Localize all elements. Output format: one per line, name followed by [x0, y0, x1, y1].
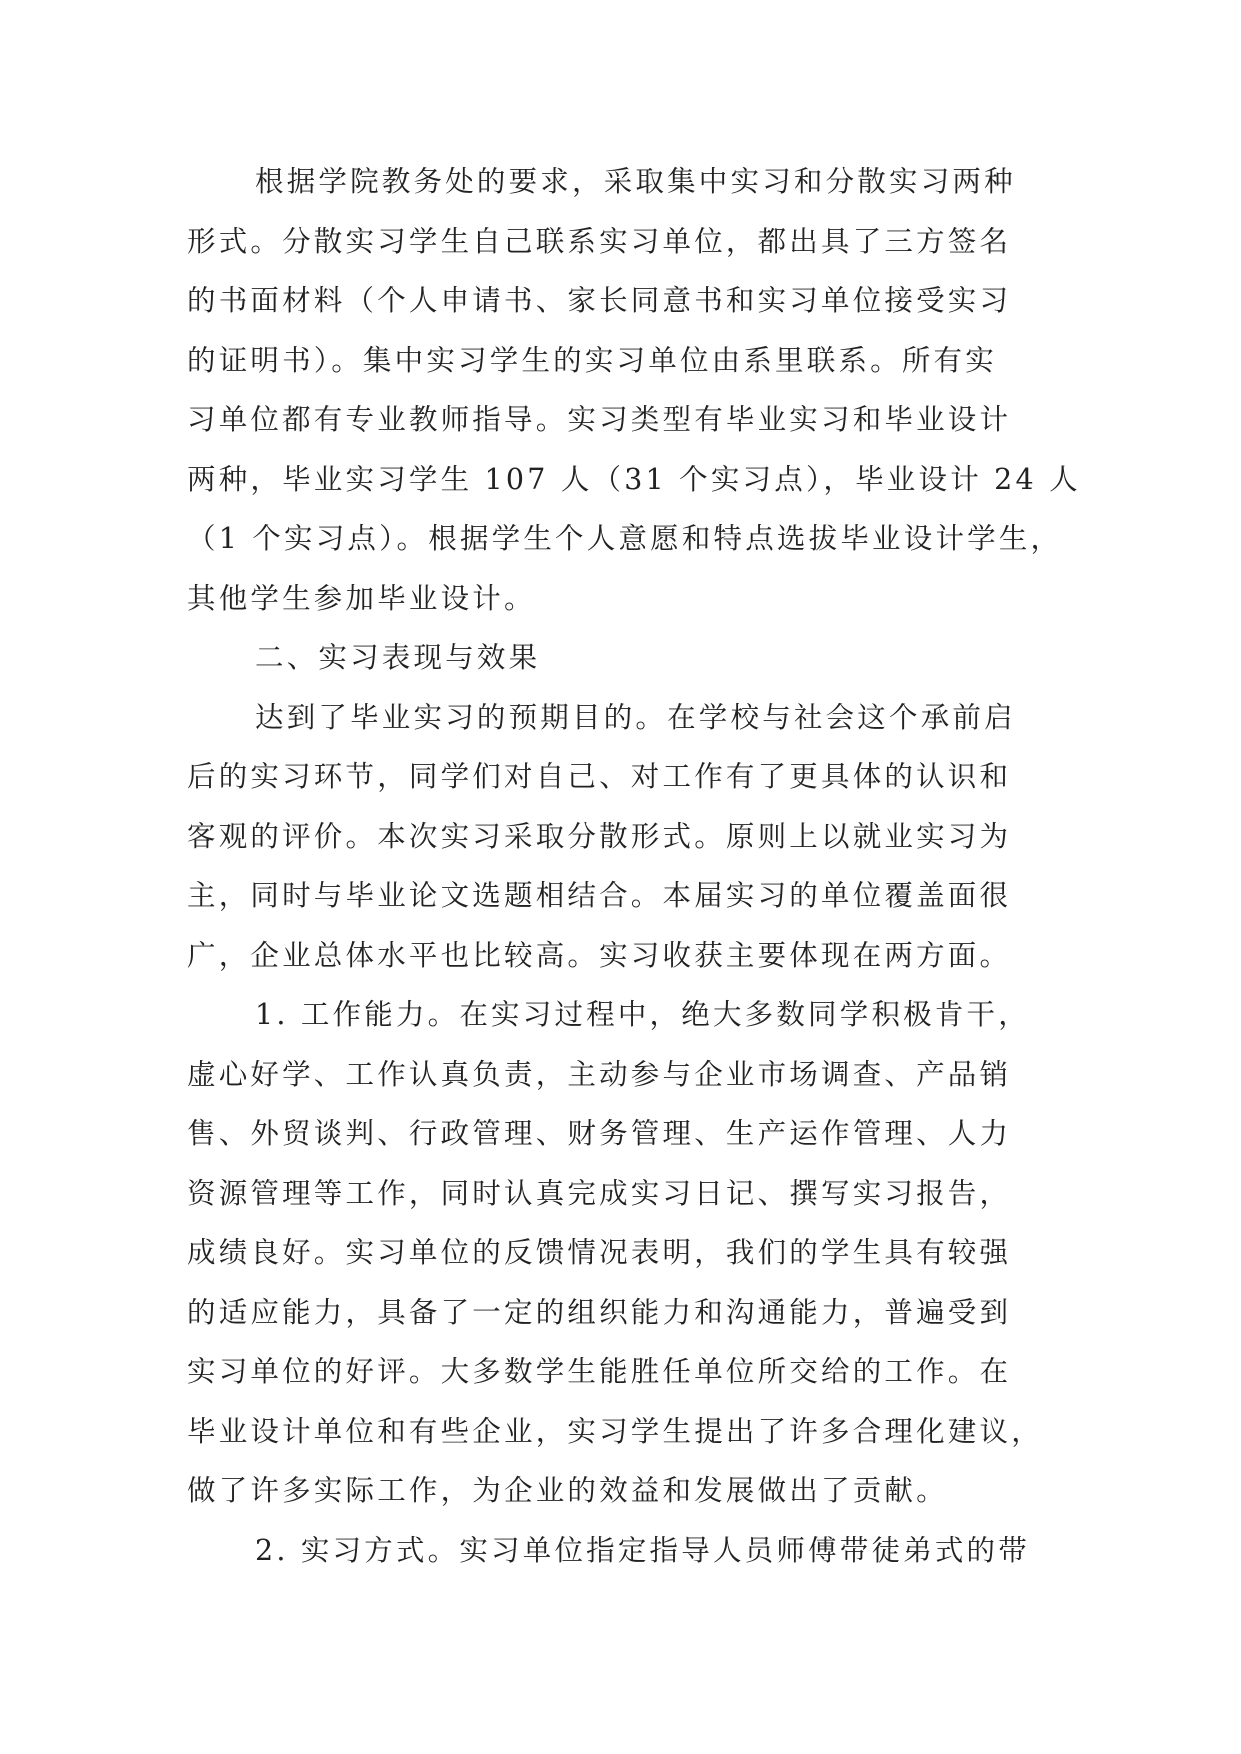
- text-line: 资源管理等工作，同时认真完成实习日记、撰写实习报告，: [187, 1176, 1012, 1210]
- text-line: 毕业设计单位和有些企业，实习学生提出了许多合理化建议，: [187, 1414, 1043, 1448]
- text-line: 后的实习环节，同学们对自己、对工作有了更具体的认识和: [187, 760, 1012, 793]
- text-line: 做了许多实际工作，为企业的效益和发展做出了贡献。: [187, 1474, 948, 1507]
- paragraph-internship-forms: [187, 152, 1081, 628]
- text-line: 达到了毕业实习的预期目的。在学校与社会这个承前启: [255, 700, 1016, 734]
- text-line: 主，同时与毕业论文选题相结合。本届实习的单位覆盖面很: [187, 879, 1012, 912]
- document-body: [187, 152, 1081, 1580]
- text-line: 的证明书）。集中实习学生的实习单位由系里联系。所有实: [187, 343, 997, 377]
- text-line: 的适应能力，具备了一定的组织能力和沟通能力，普遍受到: [187, 1295, 1012, 1329]
- text-line: 虚心好学、工作认真负责，主动参与企业市场调查、产品销: [187, 1057, 1012, 1091]
- text-line: 售、外贸谈判、行政管理、财务管理、生产运作管理、人力: [187, 1117, 1012, 1150]
- text-line: 广，企业总体水平也比较高。实习收获主要体现在两方面。: [187, 938, 1012, 972]
- text-line: 两种，毕业实习学生 107 人（31 个实习点），毕业设计 24 人: [187, 462, 1081, 496]
- paragraph-outcomes: [187, 688, 1057, 986]
- text-line: 实习单位的好评。大多数学生能胜任单位所交给的工作。在: [187, 1355, 1012, 1388]
- text-line: 1. 工作能力。在实习过程中，绝大多数同学积极肯干，: [255, 998, 1030, 1031]
- text-line: （1 个实习点）。根据学生个人意愿和特点选拔毕业设计学生，: [187, 522, 1063, 555]
- section-heading-text: 二、实习表现与效果: [255, 641, 541, 674]
- paragraph-internship-method: [187, 1521, 1057, 1581]
- paragraph-work-ability: [187, 985, 1057, 1521]
- text-line: 客观的评价。本次实习采取分散形式。原则上以就业实习为: [187, 819, 1012, 853]
- text-line: 2. 实习方式。实习单位指定指导人员师傅带徒弟式的带: [255, 1533, 1030, 1567]
- text-line: 成绩良好。实习单位的反馈情况表明，我们的学生具有较强: [187, 1236, 1012, 1269]
- text-line: 形式。分散实习学生自己联系实习单位，都出具了三方签名: [187, 224, 1012, 258]
- text-line: 其他学生参加毕业设计。: [187, 581, 536, 615]
- text-line: 的书面材料（个人申请书、家长同意书和实习单位接受实习: [187, 284, 1012, 317]
- text-line: 根据学院教务处的要求，采取集中实习和分散实习两种: [255, 165, 1016, 198]
- text-line: 习单位都有专业教师指导。实习类型有毕业实习和毕业设计: [187, 403, 1012, 436]
- section-heading: [187, 628, 1057, 688]
